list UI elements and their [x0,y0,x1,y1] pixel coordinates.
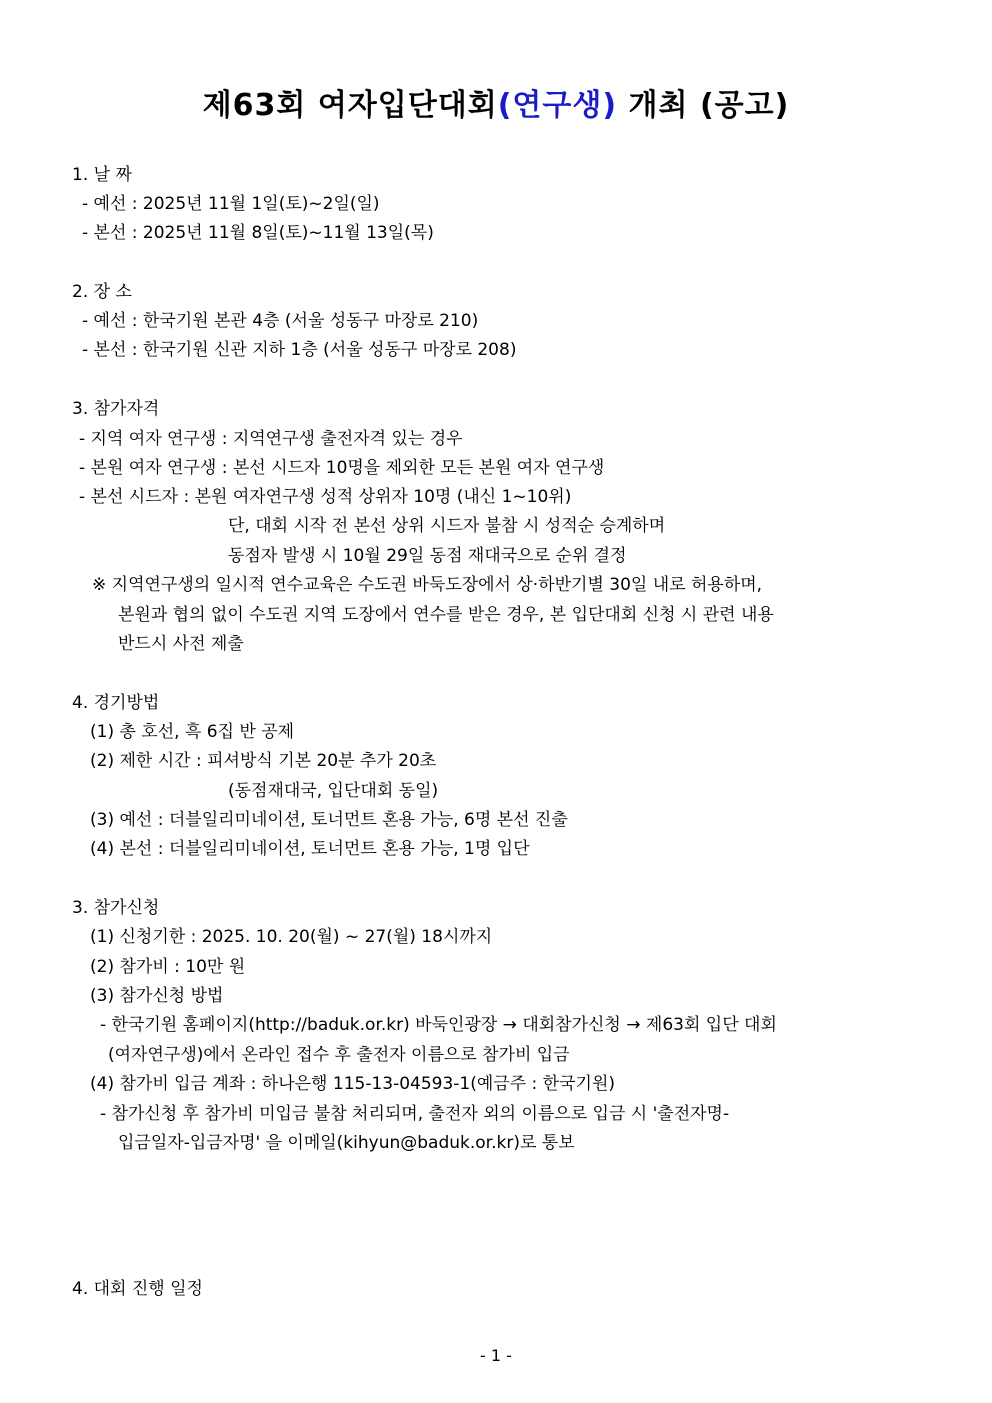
application-method-2: (여자연구생)에서 온라인 접수 후 출전자 이름으로 참가비 입금 [108,1045,570,1065]
title-suffix: 개최 (공고) [617,88,790,123]
application-note-2: 입금일자-입금자명' 을 이메일(kihyun@baduk.or.kr)로 통보 [118,1133,575,1153]
application-deadline: (1) 신청기한 : 2025. 10. 20(월) ~ 27(월) 18시까지 [90,927,493,947]
notice-line-1: ※ 지역연구생의 일시적 연수교육은 수도권 바둑도장에서 상·하반기별 30일 내로 허용하며, [92,575,763,595]
application-account: (4) 참가비 입금 계좌 : 하나은행 115-13-04593-1(예금주 : 한국기원) [90,1074,616,1094]
eligibility-seed-note-2: 동점자 발생 시 10월 29일 동점 재대국으로 순위 결정 [228,546,627,566]
title-prefix: 제63회 여자입단대회 [202,88,498,123]
rule-1: (1) 총 호선, 흑 6집 반 공제 [90,722,295,742]
title-highlight: (연구생) [497,88,618,123]
eligibility-seed-note-1: 단, 대회 시작 전 본선 상위 시드자 불참 시 성적순 승계하며 [228,516,666,536]
application-method-heading: (3) 참가신청 방법 [90,986,224,1006]
rule-3: (3) 예선 : 더블일리미네이션, 토너먼트 혼용 가능, 6명 본선 진출 [90,810,568,830]
application-fee: (2) 참가비 : 10만 원 [90,957,246,977]
venue-main: - 본선 : 한국기원 신관 지하 1층 (서울 성동구 마장로 208) [82,340,517,360]
application-note-1: - 참가신청 후 참가비 미입금 불참 처리되며, 출전자 외의 이름으로 입금 시 '출전자명- [100,1104,730,1124]
page-number: - 1 - [480,1346,512,1365]
rule-4: (4) 본선 : 더블일리미네이션, 토너먼트 혼용 가능, 1명 입단 [90,839,530,859]
section-heading-schedule: 4. 대회 진행 일정 [72,1279,203,1299]
section-heading-date: 1. 날 짜 [72,165,132,185]
page-title [0,80,992,124]
rule-2: (2) 제한 시간 : 피셔방식 기본 20분 추가 20초 [90,751,437,771]
date-main: - 본선 : 2025년 11월 8일(토)~11월 13일(목) [82,223,434,243]
section-heading-application: 3. 참가신청 [72,898,160,918]
rule-2-note: (동점재대국, 입단대회 동일) [228,781,439,801]
date-preliminary: - 예선 : 2025년 11월 1일(토)~2일(일) [82,194,380,214]
eligibility-seed: - 본선 시드자 : 본원 여자연구생 성적 상위자 10명 (내신 1~10위) [79,487,572,507]
section-heading-rules: 4. 경기방법 [72,693,160,713]
notice-line-2: 본원과 협의 없이 수도권 지역 도장에서 연수를 받은 경우, 본 입단대회 신청 시 관련 내용 [118,605,774,625]
notice-line-3: 반드시 사전 제출 [118,634,244,654]
venue-preliminary: - 예선 : 한국기원 본관 4층 (서울 성동구 마장로 210) [82,311,479,331]
eligibility-main-office: - 본원 여자 연구생 : 본선 시드자 10명을 제외한 모든 본원 여자 연구생 [79,458,605,478]
section-heading-venue: 2. 장 소 [72,282,132,302]
eligibility-regional: - 지역 여자 연구생 : 지역연구생 출전자격 있는 경우 [79,429,463,449]
section-heading-eligibility: 3. 참가자격 [72,399,160,419]
application-method-1: - 한국기원 홈페이지(http://baduk.or.kr) 바둑인광장 → 대회참가신청 → 제63회 입단 대회 [100,1015,777,1035]
